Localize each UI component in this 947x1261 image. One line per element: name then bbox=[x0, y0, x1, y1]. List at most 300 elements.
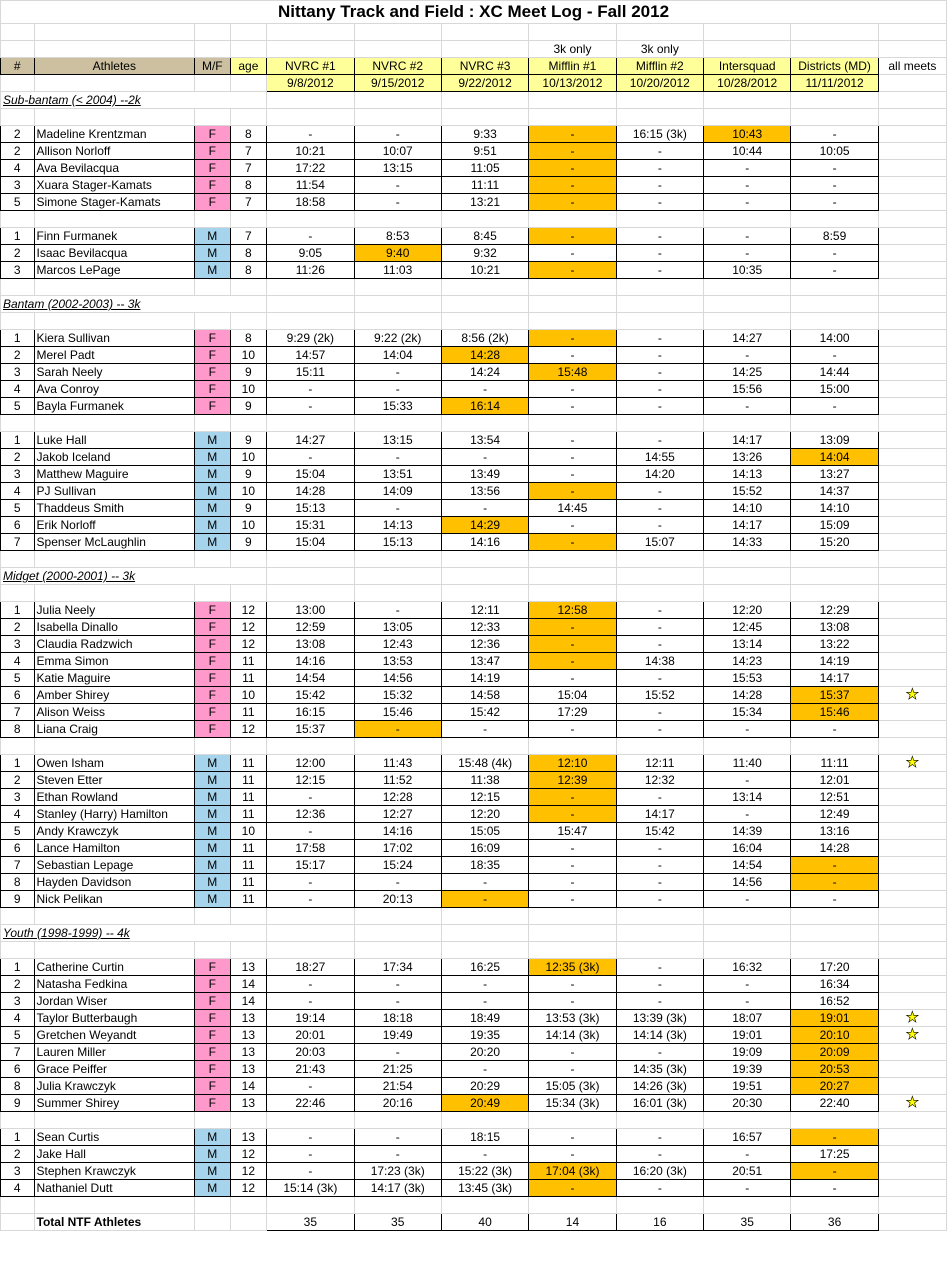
time-mifflin-1: 12:58 bbox=[529, 602, 616, 619]
athlete-age: 13 bbox=[230, 1027, 267, 1044]
time-nvrc-1: 16:15 bbox=[267, 704, 354, 721]
all-meets-cell bbox=[878, 398, 946, 415]
athlete-age: 11 bbox=[230, 857, 267, 874]
time-nvrc-1: 10:21 bbox=[267, 143, 354, 160]
athlete-sex: F bbox=[195, 993, 231, 1010]
athlete-age: 14 bbox=[230, 993, 267, 1010]
time-intersquad: 13:14 bbox=[704, 636, 791, 653]
time-nvrc-3: 11:38 bbox=[441, 772, 528, 789]
athlete-rank: 5 bbox=[1, 398, 35, 415]
athlete-row bbox=[1, 143, 947, 160]
all-meets-cell bbox=[878, 857, 946, 874]
athlete-row bbox=[1, 755, 947, 772]
athlete-row bbox=[1, 891, 947, 908]
all-meets-cell bbox=[878, 959, 946, 976]
blank-row bbox=[1, 24, 947, 41]
time-nvrc-2: 11:03 bbox=[354, 262, 441, 279]
time-intersquad: - bbox=[704, 721, 791, 738]
blank-row bbox=[1, 313, 947, 330]
athlete-sex: M bbox=[195, 449, 231, 466]
col-header-all-meets: all meets bbox=[878, 58, 946, 75]
time-nvrc-3: 14:58 bbox=[441, 687, 528, 704]
section-row bbox=[1, 925, 947, 942]
athlete-sex: M bbox=[195, 228, 231, 245]
time-nvrc-1: - bbox=[267, 1129, 354, 1146]
time-nvrc-1: - bbox=[267, 126, 354, 143]
time-mifflin-2: - bbox=[616, 194, 703, 211]
time-mifflin-1: 12:35 (3k) bbox=[529, 959, 616, 976]
time-mifflin-2: - bbox=[616, 959, 703, 976]
time-mifflin-1: 15:48 bbox=[529, 364, 616, 381]
time-nvrc-2: 9:40 bbox=[354, 245, 441, 262]
time-intersquad: 10:43 bbox=[704, 126, 791, 143]
all-meets-cell bbox=[878, 993, 946, 1010]
athlete-name: Kiera Sullivan bbox=[34, 330, 195, 347]
time-districts: 14:37 bbox=[791, 483, 878, 500]
time-mifflin-1: - bbox=[529, 126, 616, 143]
total-mifflin-2: 16 bbox=[616, 1214, 703, 1231]
time-nvrc-1: 14:16 bbox=[267, 653, 354, 670]
time-mifflin-2: - bbox=[616, 1146, 703, 1163]
all-meets-cell bbox=[878, 755, 946, 772]
col-header-age: age bbox=[230, 58, 267, 75]
total-nvrc-2: 35 bbox=[354, 1214, 441, 1231]
time-mifflin-1: - bbox=[529, 330, 616, 347]
athlete-age: 12 bbox=[230, 1180, 267, 1197]
time-nvrc-2: - bbox=[354, 993, 441, 1010]
athlete-name: Merel Padt bbox=[34, 347, 195, 364]
athlete-age: 11 bbox=[230, 772, 267, 789]
athlete-row bbox=[1, 500, 947, 517]
blank-row bbox=[1, 1112, 947, 1129]
time-nvrc-3: 11:05 bbox=[441, 160, 528, 177]
time-intersquad: - bbox=[704, 245, 791, 262]
section-heading: Bantam (2002-2003) -- 3k bbox=[1, 296, 267, 313]
athlete-sex: F bbox=[195, 1078, 231, 1095]
athlete-rank: 2 bbox=[1, 772, 35, 789]
time-mifflin-1: 17:04 (3k) bbox=[529, 1163, 616, 1180]
time-nvrc-1: 11:54 bbox=[267, 177, 354, 194]
time-mifflin-1: - bbox=[529, 432, 616, 449]
section-heading: Sub-bantam (< 2004) --2k bbox=[1, 92, 267, 109]
time-districts: 16:52 bbox=[791, 993, 878, 1010]
athlete-name: Stanley (Harry) Hamilton bbox=[34, 806, 195, 823]
time-intersquad: - bbox=[704, 891, 791, 908]
athlete-name: Ava Conroy bbox=[34, 381, 195, 398]
athlete-name: Catherine Curtin bbox=[34, 959, 195, 976]
time-mifflin-1: - bbox=[529, 891, 616, 908]
time-nvrc-3: 15:22 (3k) bbox=[441, 1163, 528, 1180]
time-districts: 13:08 bbox=[791, 619, 878, 636]
time-intersquad: 16:57 bbox=[704, 1129, 791, 1146]
time-nvrc-2: 15:46 bbox=[354, 704, 441, 721]
time-nvrc-3: 14:28 bbox=[441, 347, 528, 364]
time-mifflin-2: - bbox=[616, 721, 703, 738]
time-nvrc-1: 15:14 (3k) bbox=[267, 1180, 354, 1197]
athlete-rank: 7 bbox=[1, 534, 35, 551]
time-nvrc-2: 17:02 bbox=[354, 840, 441, 857]
time-mifflin-2: 12:11 bbox=[616, 755, 703, 772]
time-mifflin-1: - bbox=[529, 1061, 616, 1078]
time-intersquad: 11:40 bbox=[704, 755, 791, 772]
athlete-age: 9 bbox=[230, 466, 267, 483]
athlete-sex: F bbox=[195, 959, 231, 976]
blank-row bbox=[1, 908, 947, 925]
athlete-name: Sarah Neely bbox=[34, 364, 195, 381]
athlete-row bbox=[1, 874, 947, 891]
col-header-mifflin-2: Mifflin #2 bbox=[616, 58, 703, 75]
athlete-row bbox=[1, 857, 947, 874]
athlete-name: Stephen Krawczyk bbox=[34, 1163, 195, 1180]
athlete-age: 11 bbox=[230, 806, 267, 823]
athlete-sex: F bbox=[195, 704, 231, 721]
athlete-row bbox=[1, 976, 947, 993]
athlete-sex: F bbox=[195, 602, 231, 619]
athlete-rank: 2 bbox=[1, 347, 35, 364]
title-row bbox=[1, 1, 947, 24]
athlete-row bbox=[1, 534, 947, 551]
time-nvrc-2: 15:24 bbox=[354, 857, 441, 874]
athlete-sex: M bbox=[195, 857, 231, 874]
time-nvrc-3: 8:56 (2k) bbox=[441, 330, 528, 347]
athlete-sex: F bbox=[195, 636, 231, 653]
blank-row bbox=[1, 279, 947, 296]
athlete-age: 10 bbox=[230, 687, 267, 704]
time-mifflin-1: - bbox=[529, 636, 616, 653]
athlete-sex: F bbox=[195, 1061, 231, 1078]
athlete-sex: F bbox=[195, 976, 231, 993]
athlete-name: Alison Weiss bbox=[34, 704, 195, 721]
time-mifflin-2: - bbox=[616, 993, 703, 1010]
time-districts: 13:09 bbox=[791, 432, 878, 449]
time-nvrc-2: - bbox=[354, 721, 441, 738]
athlete-row bbox=[1, 619, 947, 636]
time-mifflin-2: 14:17 bbox=[616, 806, 703, 823]
all-meets-cell bbox=[878, 1044, 946, 1061]
time-nvrc-2: 21:25 bbox=[354, 1061, 441, 1078]
time-nvrc-3: 20:49 bbox=[441, 1095, 528, 1112]
all-meets-cell bbox=[878, 1061, 946, 1078]
athlete-row bbox=[1, 245, 947, 262]
athlete-row bbox=[1, 1163, 947, 1180]
athlete-rank: 3 bbox=[1, 636, 35, 653]
athlete-age: 7 bbox=[230, 143, 267, 160]
time-mifflin-2: 14:14 (3k) bbox=[616, 1027, 703, 1044]
athlete-rank: 2 bbox=[1, 1146, 35, 1163]
time-districts: 14:19 bbox=[791, 653, 878, 670]
all-meets-cell bbox=[878, 840, 946, 857]
athlete-age: 13 bbox=[230, 959, 267, 976]
time-mifflin-2: 15:07 bbox=[616, 534, 703, 551]
athlete-row bbox=[1, 347, 947, 364]
time-mifflin-2: 14:38 bbox=[616, 653, 703, 670]
all-meets-cell bbox=[878, 517, 946, 534]
time-nvrc-2: 17:34 bbox=[354, 959, 441, 976]
time-mifflin-2: - bbox=[616, 483, 703, 500]
athlete-name: Lance Hamilton bbox=[34, 840, 195, 857]
athlete-name: Jordan Wiser bbox=[34, 993, 195, 1010]
time-mifflin-2: - bbox=[616, 347, 703, 364]
time-nvrc-3: - bbox=[441, 500, 528, 517]
athlete-rank: 3 bbox=[1, 177, 35, 194]
time-mifflin-2: - bbox=[616, 160, 703, 177]
time-nvrc-2: 12:27 bbox=[354, 806, 441, 823]
time-mifflin-2: - bbox=[616, 619, 703, 636]
time-mifflin-1: - bbox=[529, 840, 616, 857]
athlete-row bbox=[1, 160, 947, 177]
time-mifflin-1: - bbox=[529, 874, 616, 891]
time-districts: 17:20 bbox=[791, 959, 878, 976]
athlete-sex: M bbox=[195, 432, 231, 449]
time-districts: 20:10 bbox=[791, 1027, 878, 1044]
athlete-rank: 2 bbox=[1, 449, 35, 466]
time-nvrc-1: 15:31 bbox=[267, 517, 354, 534]
time-nvrc-1: 14:54 bbox=[267, 670, 354, 687]
time-intersquad: 14:23 bbox=[704, 653, 791, 670]
athlete-age: 11 bbox=[230, 670, 267, 687]
time-nvrc-2: 14:56 bbox=[354, 670, 441, 687]
time-nvrc-3: 18:15 bbox=[441, 1129, 528, 1146]
time-nvrc-3: 20:20 bbox=[441, 1044, 528, 1061]
blank-row bbox=[1, 738, 947, 755]
time-nvrc-3: 9:51 bbox=[441, 143, 528, 160]
time-intersquad: 18:07 bbox=[704, 1010, 791, 1027]
athlete-age: 8 bbox=[230, 245, 267, 262]
time-mifflin-1: - bbox=[529, 449, 616, 466]
time-intersquad: 14:28 bbox=[704, 687, 791, 704]
section-row bbox=[1, 568, 947, 585]
time-nvrc-3: 16:14 bbox=[441, 398, 528, 415]
athlete-name: Emma Simon bbox=[34, 653, 195, 670]
time-mifflin-2: - bbox=[616, 432, 703, 449]
time-nvrc-2: 13:05 bbox=[354, 619, 441, 636]
time-nvrc-2: 13:51 bbox=[354, 466, 441, 483]
athlete-age: 11 bbox=[230, 874, 267, 891]
time-districts: 14:10 bbox=[791, 500, 878, 517]
time-mifflin-1: - bbox=[529, 381, 616, 398]
time-nvrc-3: 13:56 bbox=[441, 483, 528, 500]
athlete-sex: F bbox=[195, 194, 231, 211]
time-mifflin-2: 14:55 bbox=[616, 449, 703, 466]
time-intersquad: - bbox=[704, 398, 791, 415]
athlete-sex: M bbox=[195, 1163, 231, 1180]
time-districts: 8:59 bbox=[791, 228, 878, 245]
time-nvrc-3: 12:15 bbox=[441, 789, 528, 806]
section-heading: Midget (2000-2001) -- 3k bbox=[1, 568, 267, 585]
athlete-sex: F bbox=[195, 398, 231, 415]
athlete-rank: 2 bbox=[1, 126, 35, 143]
athlete-rank: 3 bbox=[1, 364, 35, 381]
time-nvrc-2: - bbox=[354, 976, 441, 993]
athlete-sex: F bbox=[195, 1044, 231, 1061]
athlete-rank: 3 bbox=[1, 789, 35, 806]
time-nvrc-1: 15:04 bbox=[267, 466, 354, 483]
blank-row bbox=[1, 415, 947, 432]
total-nvrc-1: 35 bbox=[267, 1214, 354, 1231]
time-mifflin-1: - bbox=[529, 857, 616, 874]
athlete-name: Madeline Krentzman bbox=[34, 126, 195, 143]
time-nvrc-2: 14:17 (3k) bbox=[354, 1180, 441, 1197]
athlete-sex: F bbox=[195, 1095, 231, 1112]
time-mifflin-1: 15:04 bbox=[529, 687, 616, 704]
time-nvrc-3: - bbox=[441, 874, 528, 891]
athlete-rank: 9 bbox=[1, 1095, 35, 1112]
time-nvrc-3: 18:35 bbox=[441, 857, 528, 874]
athlete-sex: M bbox=[195, 262, 231, 279]
all-meets-cell bbox=[878, 177, 946, 194]
athlete-row bbox=[1, 228, 947, 245]
time-nvrc-2: - bbox=[354, 449, 441, 466]
time-districts: - bbox=[791, 347, 878, 364]
time-intersquad: 14:33 bbox=[704, 534, 791, 551]
athlete-row bbox=[1, 483, 947, 500]
athlete-age: 7 bbox=[230, 194, 267, 211]
time-districts: 17:25 bbox=[791, 1146, 878, 1163]
time-nvrc-1: 9:05 bbox=[267, 245, 354, 262]
time-intersquad: 15:56 bbox=[704, 381, 791, 398]
time-intersquad: - bbox=[704, 1180, 791, 1197]
athlete-rank: 2 bbox=[1, 143, 35, 160]
time-mifflin-1: - bbox=[529, 466, 616, 483]
time-nvrc-3: 13:45 (3k) bbox=[441, 1180, 528, 1197]
time-nvrc-2: - bbox=[354, 874, 441, 891]
time-districts: 15:46 bbox=[791, 704, 878, 721]
athlete-name: Andy Krawczyk bbox=[34, 823, 195, 840]
time-nvrc-1: - bbox=[267, 381, 354, 398]
all-meets-cell bbox=[878, 619, 946, 636]
section-heading: Youth (1998-1999) -- 4k bbox=[1, 925, 267, 942]
time-intersquad: - bbox=[704, 194, 791, 211]
time-intersquad: 10:35 bbox=[704, 262, 791, 279]
athlete-sex: M bbox=[195, 789, 231, 806]
time-nvrc-3: 9:33 bbox=[441, 126, 528, 143]
time-intersquad: - bbox=[704, 772, 791, 789]
athlete-age: 8 bbox=[230, 330, 267, 347]
time-mifflin-1: 13:53 (3k) bbox=[529, 1010, 616, 1027]
time-districts: - bbox=[791, 1180, 878, 1197]
athlete-name: Marcos LePage bbox=[34, 262, 195, 279]
athlete-sex: F bbox=[195, 619, 231, 636]
time-nvrc-3: 14:24 bbox=[441, 364, 528, 381]
all-meets-cell bbox=[878, 194, 946, 211]
time-intersquad: 19:01 bbox=[704, 1027, 791, 1044]
time-intersquad: 13:26 bbox=[704, 449, 791, 466]
all-meets-cell bbox=[878, 160, 946, 177]
time-districts: 19:01 bbox=[791, 1010, 878, 1027]
time-nvrc-1: 9:29 (2k) bbox=[267, 330, 354, 347]
time-nvrc-2: 14:04 bbox=[354, 347, 441, 364]
date-mifflin-1: 10/13/2012 bbox=[529, 75, 616, 92]
athlete-sex: M bbox=[195, 1146, 231, 1163]
athlete-name: Julia Krawczyk bbox=[34, 1078, 195, 1095]
athlete-rank: 5 bbox=[1, 670, 35, 687]
time-nvrc-3: 14:29 bbox=[441, 517, 528, 534]
time-intersquad: 14:56 bbox=[704, 874, 791, 891]
time-districts: 15:20 bbox=[791, 534, 878, 551]
time-nvrc-2: 13:53 bbox=[354, 653, 441, 670]
athlete-age: 7 bbox=[230, 228, 267, 245]
time-nvrc-1: - bbox=[267, 993, 354, 1010]
athlete-sex: F bbox=[195, 330, 231, 347]
time-districts: - bbox=[791, 245, 878, 262]
athlete-sex: M bbox=[195, 874, 231, 891]
time-mifflin-1: 15:34 (3k) bbox=[529, 1095, 616, 1112]
athlete-name: Lauren Miller bbox=[34, 1044, 195, 1061]
all-meets-cell bbox=[878, 381, 946, 398]
all-meets-cell bbox=[878, 364, 946, 381]
time-nvrc-1: - bbox=[267, 976, 354, 993]
all-meets-cell bbox=[878, 483, 946, 500]
time-districts: - bbox=[791, 1129, 878, 1146]
col-header-nvrc-2: NVRC #2 bbox=[354, 58, 441, 75]
athlete-rank: 6 bbox=[1, 517, 35, 534]
time-districts: 12:51 bbox=[791, 789, 878, 806]
athlete-row bbox=[1, 721, 947, 738]
athlete-sex: F bbox=[195, 687, 231, 704]
athlete-age: 9 bbox=[230, 432, 267, 449]
time-mifflin-2: - bbox=[616, 245, 703, 262]
time-nvrc-1: 15:13 bbox=[267, 500, 354, 517]
athlete-row bbox=[1, 126, 947, 143]
athlete-rank: 1 bbox=[1, 755, 35, 772]
athlete-name: Nathaniel Dutt bbox=[34, 1180, 195, 1197]
athlete-age: 13 bbox=[230, 1095, 267, 1112]
athlete-age: 13 bbox=[230, 1044, 267, 1061]
time-mifflin-1: - bbox=[529, 228, 616, 245]
time-districts: - bbox=[791, 857, 878, 874]
time-intersquad: - bbox=[704, 160, 791, 177]
time-intersquad: 19:39 bbox=[704, 1061, 791, 1078]
athlete-rank: 4 bbox=[1, 381, 35, 398]
athlete-rank: 7 bbox=[1, 857, 35, 874]
all-meets-cell bbox=[878, 687, 946, 704]
time-nvrc-2: 10:07 bbox=[354, 143, 441, 160]
athlete-rank: 1 bbox=[1, 959, 35, 976]
time-intersquad: 19:51 bbox=[704, 1078, 791, 1095]
time-nvrc-1: 14:28 bbox=[267, 483, 354, 500]
time-intersquad: 14:27 bbox=[704, 330, 791, 347]
time-nvrc-2: - bbox=[354, 364, 441, 381]
athlete-age: 13 bbox=[230, 1010, 267, 1027]
time-districts: - bbox=[791, 126, 878, 143]
athlete-age: 11 bbox=[230, 653, 267, 670]
col-header-nvrc-1: NVRC #1 bbox=[267, 58, 354, 75]
athlete-age: 12 bbox=[230, 721, 267, 738]
date-mifflin-2: 10/20/2012 bbox=[616, 75, 703, 92]
athlete-rank: 4 bbox=[1, 653, 35, 670]
col-header-districts: Districts (MD) bbox=[791, 58, 878, 75]
time-mifflin-2: - bbox=[616, 262, 703, 279]
all-meets-cell bbox=[878, 602, 946, 619]
time-nvrc-2: 12:28 bbox=[354, 789, 441, 806]
time-mifflin-1: - bbox=[529, 1180, 616, 1197]
athlete-age: 14 bbox=[230, 976, 267, 993]
time-mifflin-1: - bbox=[529, 194, 616, 211]
all-meets-cell bbox=[878, 874, 946, 891]
athlete-name: PJ Sullivan bbox=[34, 483, 195, 500]
all-meets-cell bbox=[878, 806, 946, 823]
time-districts: 14:17 bbox=[791, 670, 878, 687]
time-nvrc-3: 11:11 bbox=[441, 177, 528, 194]
col-header-intersquad: Intersquad bbox=[704, 58, 791, 75]
athlete-sex: F bbox=[195, 670, 231, 687]
time-intersquad: 19:09 bbox=[704, 1044, 791, 1061]
time-districts: 20:27 bbox=[791, 1078, 878, 1095]
time-mifflin-1: - bbox=[529, 483, 616, 500]
time-districts: - bbox=[791, 721, 878, 738]
athlete-sex: M bbox=[195, 772, 231, 789]
all-meets-cell bbox=[878, 823, 946, 840]
